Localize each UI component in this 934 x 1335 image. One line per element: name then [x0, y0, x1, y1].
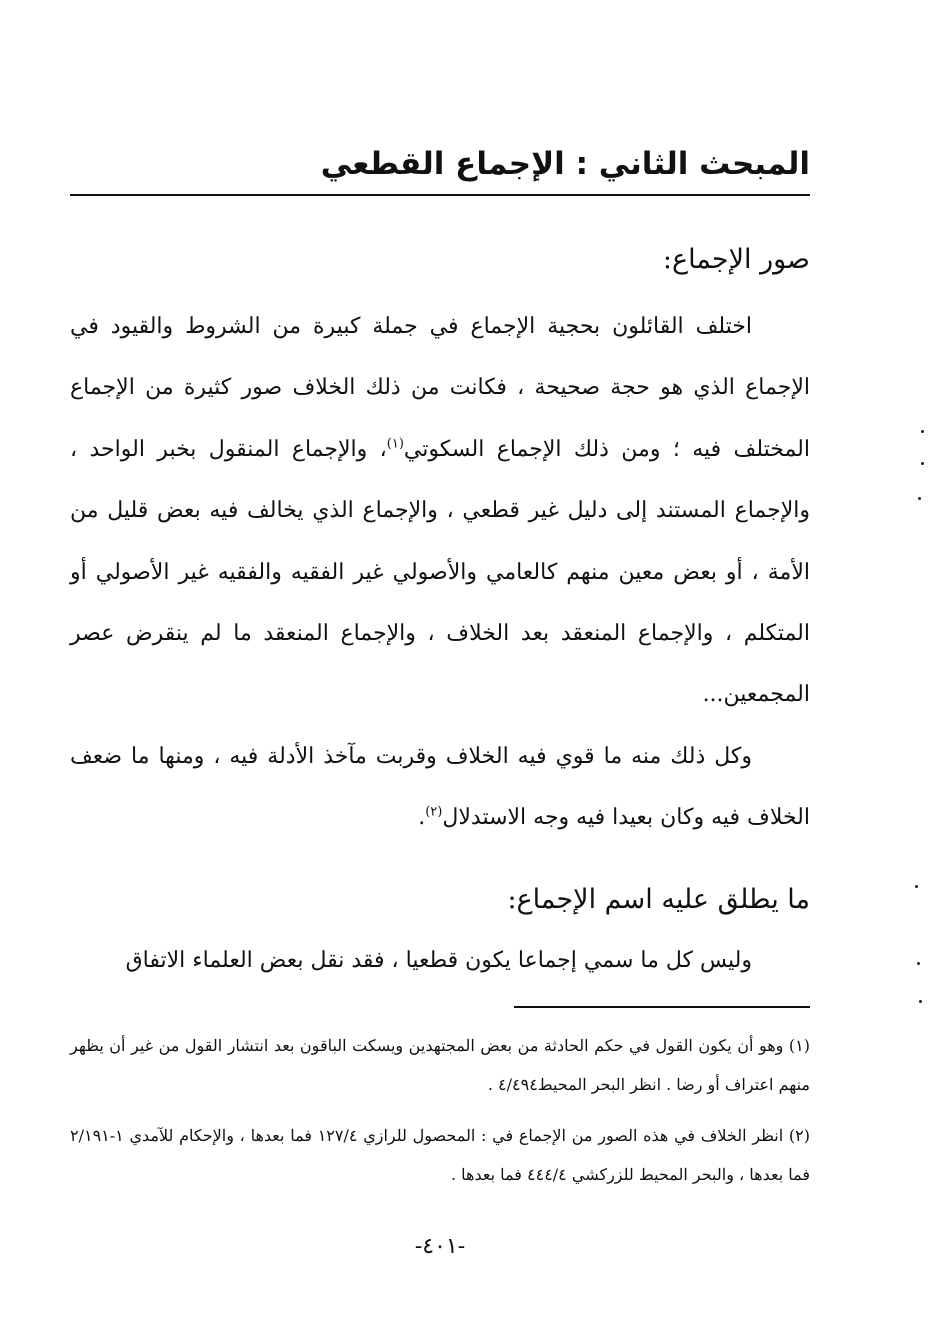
margin-speck — [921, 430, 924, 433]
paragraph-text: . — [418, 805, 426, 831]
footnote-2: (٢) انظر الخلاف في هذه الصور من الإجماع في : المحصول للرازي ١٢٧/٤ فما بعدها ، والإحكام للآمدي ١-٢/١٩١ فما بعدها ، والبحر المحيط للزركشي ٤٤٤/٤ فما بعدها . — [70, 1126, 810, 1184]
page-number: -٤٠١- — [414, 1234, 466, 1259]
paragraph-strength-of-disagreement — [70, 726, 810, 849]
book-page — [70, 140, 811, 1259]
margin-speck — [921, 462, 924, 465]
paragraph-not-all-consensus-definitive — [70, 930, 810, 991]
footnote-ref-2: (٢) — [425, 805, 443, 821]
margin-speck — [917, 962, 920, 965]
paragraph-text: اختلف القائلون بحجية الإجماع في جملة كبيرة من الشروط والقيود في الإجماع الذي هو حجة صحيحة ، فكانت من ذلك الخلاف صور كثيرة من الإجماع المختلف فيه ؛ ومن ذلك الإجماع السكوتي — [70, 314, 810, 462]
footnote-separator — [514, 1006, 810, 1008]
footnote-1: (١) وهو أن يكون القول في حكم الحادثة من بعض المجتهدين ويسكت الباقون بعد انتشار القول من غير أن يظهر منهم اعتراف أو رضا . انظر البحر المحيط٤/٤٩٤ . — [70, 1036, 811, 1094]
paragraph-text: وكل ذلك منه ما قوي فيه الخلاف وقربت مآخذ الأدلة فيه ، ومنها ما ضعف الخلاف فيه وكان بعيدا فيه وجه الاستدلال — [70, 744, 810, 831]
paragraph-forms-of-consensus — [70, 296, 810, 726]
paragraph-text: وليس كل ما سمي إجماعا يكون قطعيا ، فقد نقل بعض العلماء الاتفاق — [125, 948, 752, 973]
paragraph-text: ، والإجماع المنقول بخبر الواحد ، والإجماع المستند إلى دليل غير قطعي ، والإجماع الذي يخالف فيه بعض قليل من الأمة ، أو بعض معين منهم كالعامي والأصولي غير الفقيه والفقيه غير الأصولي أو المتكلم ، والإجماع المنعقد بعد الخلاف ، والإجماع المنعقد ما لم ينقرض عصر المجمعين... — [70, 436, 810, 708]
margin-speck — [919, 1000, 922, 1003]
margin-speck — [918, 497, 921, 500]
header-rule — [70, 194, 810, 196]
footnote-ref-1: (١) — [386, 436, 404, 452]
section-heading-forms-of-consensus: صور الإجماع: — [662, 244, 810, 275]
chapter-header-title: المبحث الثاني : الإجماع القطعي — [320, 146, 810, 182]
margin-speck — [915, 885, 918, 888]
section-heading-what-is-called-consensus: ما يطلق عليه اسم الإجماع: — [507, 884, 810, 915]
